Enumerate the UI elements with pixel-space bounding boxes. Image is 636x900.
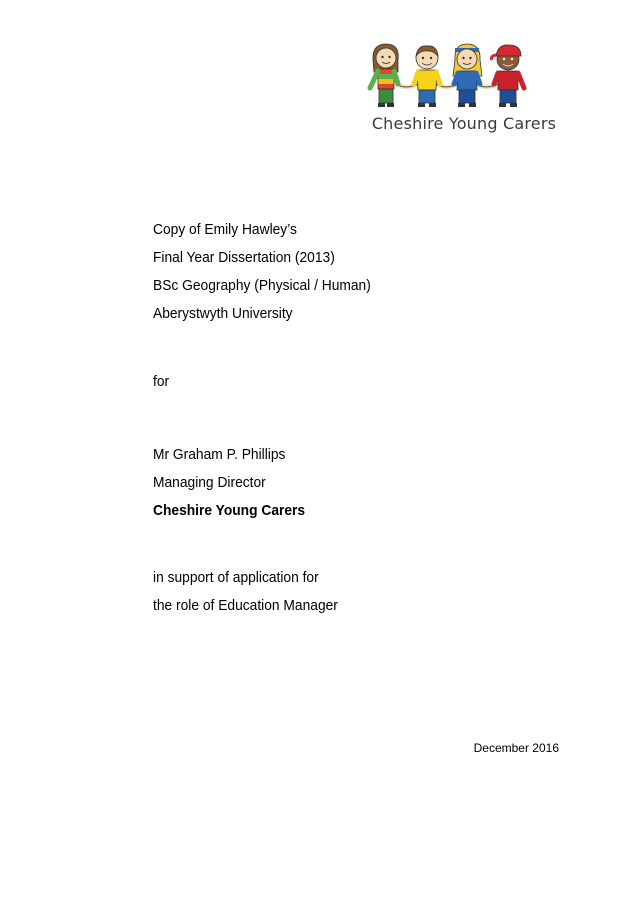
children-holding-hands-illustration — [366, 42, 562, 114]
dissertation-title-block — [153, 216, 371, 328]
child-four-figure — [492, 45, 525, 107]
child-one-figure — [370, 44, 398, 107]
support-line: the role of Education Manager — [153, 597, 338, 614]
application-support-block — [153, 564, 338, 620]
title-line: BSc Geography (Physical / Human) — [153, 277, 371, 294]
cheshire-young-carers-logo — [366, 42, 562, 142]
for-label-block — [153, 368, 169, 396]
recipient-organisation: Cheshire Young Carers — [153, 502, 306, 519]
support-line: in support of application for — [153, 569, 319, 586]
logo-wordmark: Cheshire Young Carers — [371, 114, 557, 133]
recipient-position: Managing Director — [153, 474, 266, 491]
child-three-figure — [453, 44, 482, 107]
title-line: Final Year Dissertation (2013) — [153, 249, 335, 266]
title-line: Aberystwyth University — [153, 305, 293, 322]
for-label: for — [153, 373, 170, 390]
document-date: December 2016 — [473, 741, 559, 755]
recipient-name: Mr Graham P. Phillips — [153, 446, 286, 463]
recipient-block — [153, 441, 305, 525]
child-two-figure — [414, 46, 440, 107]
title-line: Copy of Emily Hawley’s — [153, 221, 297, 238]
